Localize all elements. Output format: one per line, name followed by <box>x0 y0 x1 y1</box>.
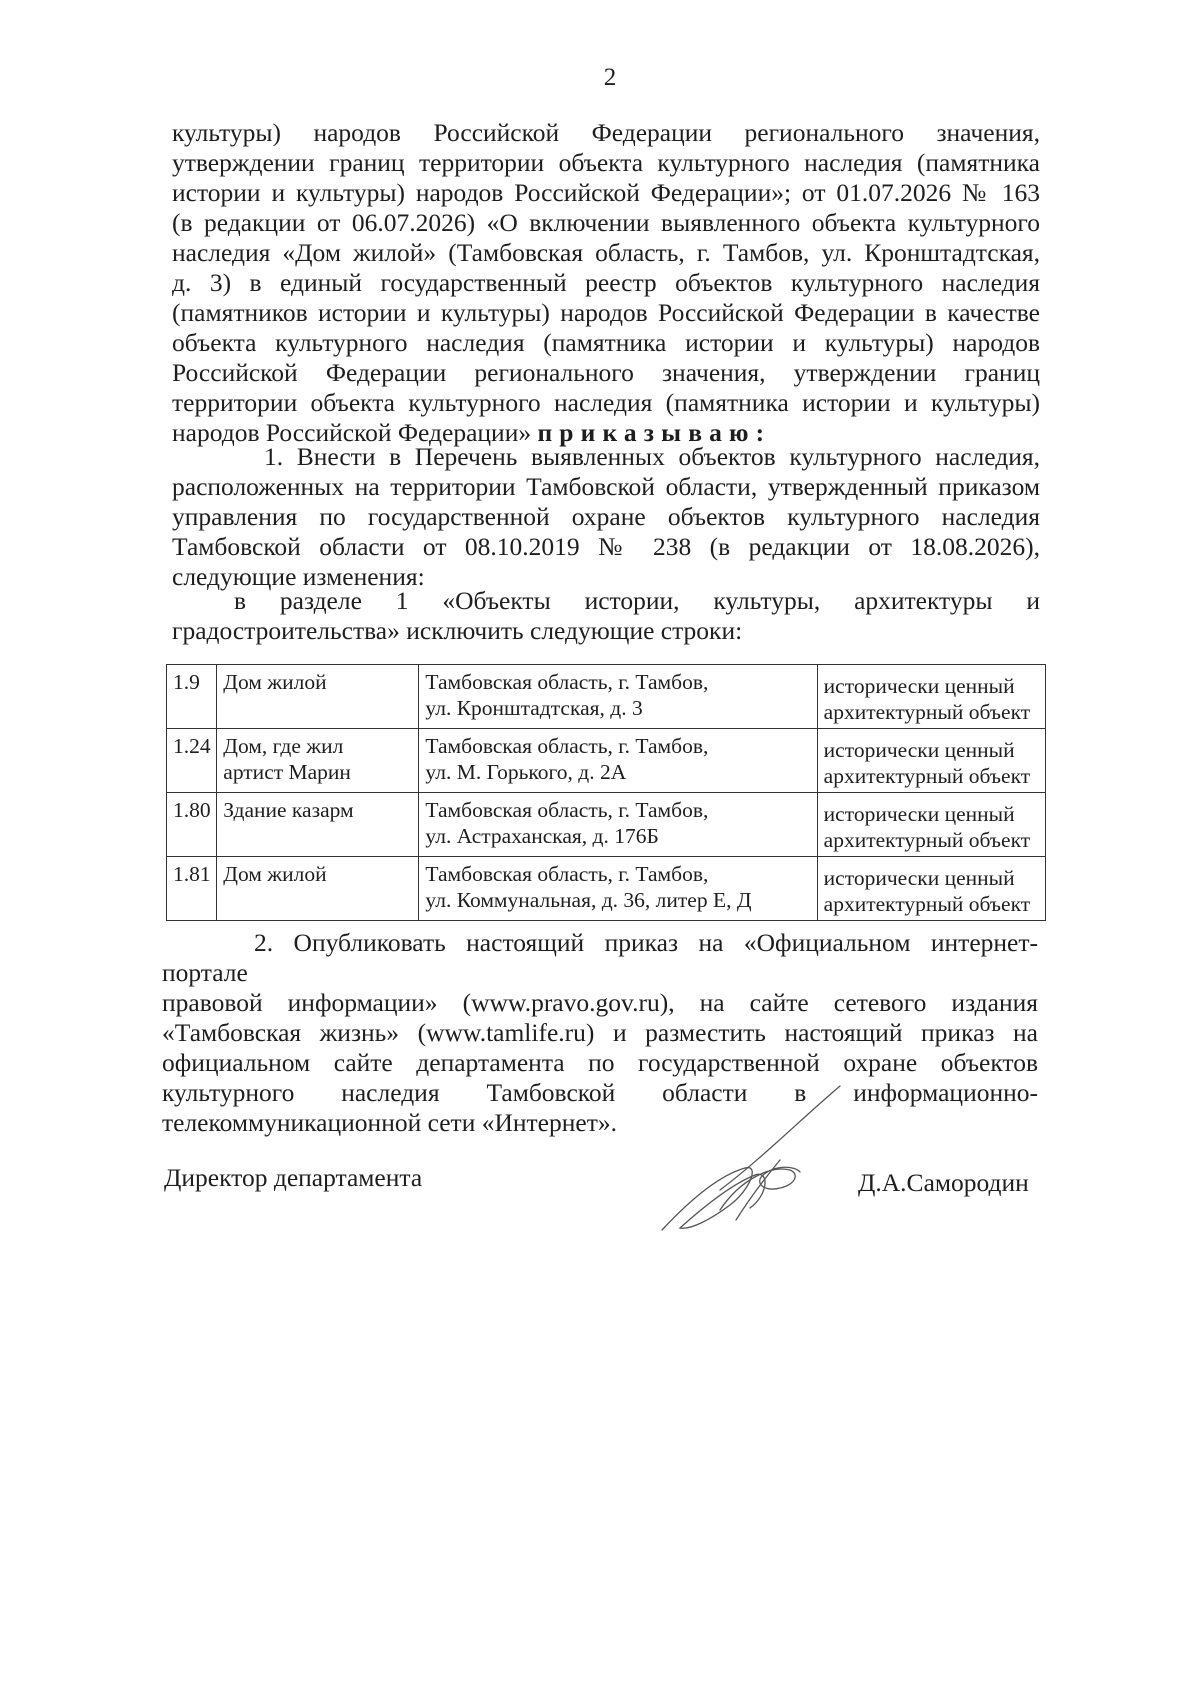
text-line: истории и культуры) народов Российской Федерации»; от 01.07.2026 № 163 <box>172 178 1040 207</box>
table-row <box>167 857 1046 921</box>
object-name <box>217 665 419 729</box>
text-line: 1. Внести в Перечень выявленных объектов культурного наследия, <box>264 442 1040 471</box>
text-line: правовой информации» (www.pravo.gov.ru), на сайте сетевого издания <box>162 988 1038 1017</box>
object-category <box>817 729 1045 793</box>
address-line: ул. Астраханская, д. 176Б <box>425 824 659 848</box>
text-line: «Тамбовская жизнь» (www.tamlife.ru) и разместить настоящий приказ на <box>162 1018 1038 1047</box>
text-line: 2. Опубликовать настоящий приказ на «Официальном интернет-портале <box>162 928 1038 987</box>
signatory-name: Д.А.Самородин <box>858 1168 1029 1197</box>
text-line: управления по государственной охране объектов культурного наследия <box>172 502 1040 531</box>
paragraph-preamble <box>172 118 1040 448</box>
category-line: архитектурный объект <box>823 892 1031 916</box>
row-number: 1.81 <box>167 857 217 921</box>
category-line: исторически ценный <box>823 674 1015 698</box>
text-line: культурного наследия Тамбовской области в информационно- <box>162 1078 1038 1107</box>
object-address <box>419 793 817 857</box>
text-line: телекоммуникационной сети «Интернет». <box>162 1108 617 1137</box>
paragraph-item-1 <box>172 442 1040 592</box>
object-name <box>217 729 419 793</box>
text-line: (памятников истории и культуры) народов Российской Федерации в качестве <box>172 298 1040 327</box>
object-category <box>817 665 1045 729</box>
text-line: официальном сайте департамента по государственной охране объектов <box>162 1048 1038 1077</box>
address-line: Тамбовская область, г. Тамбов, <box>425 862 709 886</box>
object-name-line: артист Марин <box>223 760 351 784</box>
object-name-line: Дом жилой <box>223 670 327 694</box>
text-line: градостроительства» исключить следующие строки: <box>172 616 743 645</box>
text-line: культуры) народов Российской Федерации регионального значения, <box>172 118 1040 147</box>
object-address <box>419 665 817 729</box>
object-address <box>419 729 817 793</box>
text-line: Тамбовской области от 08.10.2019 № 238 (в редакции от 18.08.2026), <box>172 532 1040 561</box>
order-word: приказываю: <box>537 418 772 447</box>
handwritten-signature <box>650 1080 850 1240</box>
category-line: архитектурный объект <box>823 828 1031 852</box>
category-line: исторически ценный <box>823 866 1015 890</box>
address-line: ул. М. Горького, д. 2А <box>425 760 627 784</box>
text-line: д. 3) в единый государственный реестр объектов культурного наследия <box>172 268 1040 297</box>
text-line: (в редакции от 06.07.2026) «О включении выявленного объекта культурного <box>172 208 1040 237</box>
category-line: исторически ценный <box>823 802 1015 826</box>
category-line: архитектурный объект <box>823 764 1031 788</box>
text-line: Российской Федерации регионального значения, утверждении границ <box>172 358 1040 387</box>
text-line: утверждении границ территории объекта культурного наследия (памятника <box>172 148 1040 177</box>
text-line: объекта культурного наследия (памятника истории и культуры) народов <box>172 328 1040 357</box>
object-name-line: Дом, где жил <box>223 734 344 758</box>
text-line: наследия «Дом жилой» (Тамбовская область, г. Тамбов, ул. Кронштадтская, <box>172 238 1040 267</box>
address-line: ул. Кронштадтская, д. 3 <box>425 696 643 720</box>
address-line: Тамбовская область, г. Тамбов, <box>425 798 709 822</box>
text-line: в разделе 1 «Объекты истории, культуры, архитектуры и <box>234 586 1040 615</box>
paragraph-section-note <box>172 586 1040 646</box>
table-row <box>167 729 1046 793</box>
table-row <box>167 793 1046 857</box>
object-category <box>817 793 1045 857</box>
text-line: народов Российской Федерации» <box>172 418 532 447</box>
category-line: архитектурный объект <box>823 700 1031 724</box>
signatory-position: Директор департамента <box>164 1163 423 1192</box>
address-line: Тамбовская область, г. Тамбов, <box>425 734 709 758</box>
paragraph-item-2 <box>162 928 1038 1138</box>
object-name-line: Здание казарм <box>223 798 354 822</box>
object-name <box>217 857 419 921</box>
category-line: исторически ценный <box>823 738 1015 762</box>
row-number: 1.9 <box>167 665 217 729</box>
text-line: расположенных на территории Тамбовской области, утвержденный приказом <box>172 472 1040 501</box>
row-number: 1.24 <box>167 729 217 793</box>
object-category <box>817 857 1045 921</box>
table-row <box>167 665 1046 729</box>
text-line: следующие изменения: <box>172 562 425 591</box>
address-line: ул. Коммунальная, д. 36, литер Е, Д <box>425 888 752 912</box>
page-number: 2 <box>603 64 617 91</box>
row-number: 1.80 <box>167 793 217 857</box>
object-address <box>419 857 817 921</box>
object-name <box>217 793 419 857</box>
text-line: территории объекта культурного наследия (памятника истории и культуры) <box>172 388 1040 417</box>
object-name-line: Дом жилой <box>223 862 327 886</box>
excluded-rows-table <box>166 664 1046 921</box>
address-line: Тамбовская область, г. Тамбов, <box>425 670 709 694</box>
